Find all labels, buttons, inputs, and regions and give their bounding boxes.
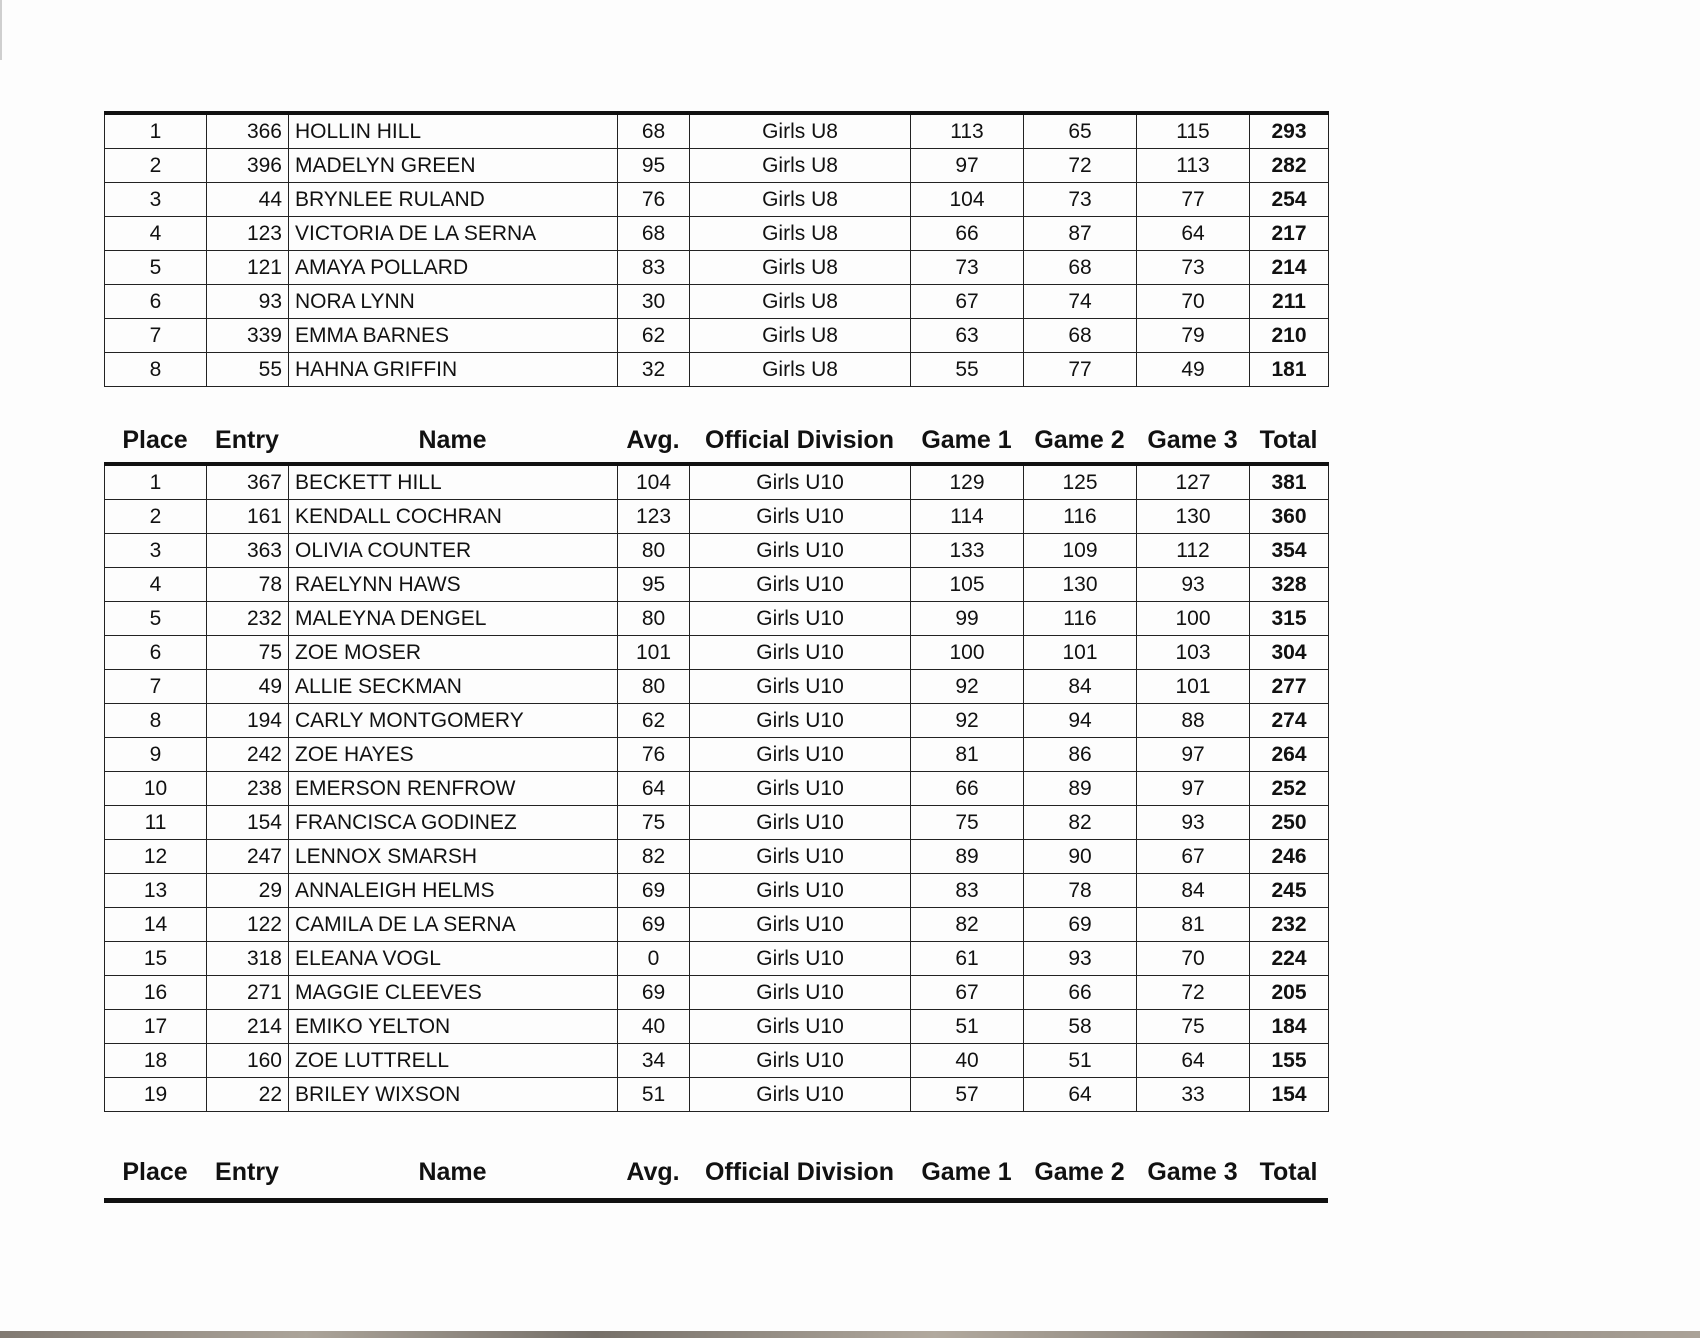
cell-place: 18 (105, 1044, 207, 1078)
cell-avg: 80 (618, 602, 690, 636)
cell-division: Girls U8 (690, 217, 911, 251)
cell-avg: 51 (618, 1078, 690, 1112)
cell-game-2: 73 (1024, 183, 1137, 217)
cell-game-2: 77 (1024, 353, 1137, 387)
table-row (105, 217, 1329, 251)
cell-entry: 78 (207, 568, 289, 602)
cell-avg: 80 (618, 534, 690, 568)
cell-game-1: 83 (911, 874, 1024, 908)
cell-place: 2 (105, 149, 207, 183)
cell-game-3: 97 (1137, 772, 1250, 806)
cell-total: 224 (1250, 942, 1329, 976)
cell-division: Girls U10 (690, 806, 911, 840)
scan-edge-strip (0, 1331, 1700, 1338)
cell-division: Girls U10 (690, 908, 911, 942)
cell-total: 293 (1250, 113, 1329, 149)
cell-division: Girls U10 (690, 704, 911, 738)
cell-avg: 76 (618, 738, 690, 772)
cell-game-2: 101 (1024, 636, 1137, 670)
table-row (105, 704, 1329, 738)
header-entry: Entry (215, 426, 279, 454)
cell-game-3: 101 (1137, 670, 1250, 704)
table-row (105, 464, 1329, 500)
cell-place: 2 (105, 500, 207, 534)
header-game-3: Game 3 (1147, 426, 1238, 454)
cell-place: 6 (105, 285, 207, 319)
cell-game-1: 92 (911, 704, 1024, 738)
cell-game-1: 67 (911, 976, 1024, 1010)
cell-game-1: 67 (911, 285, 1024, 319)
cell-place: 3 (105, 183, 207, 217)
cell-game-1: 73 (911, 251, 1024, 285)
cell-entry: 363 (207, 534, 289, 568)
cell-name: VICTORIA DE LA SERNA (289, 217, 618, 251)
cell-entry: 55 (207, 353, 289, 387)
cell-name: EMMA BARNES (289, 319, 618, 353)
cell-name: RAELYNN HAWS (289, 568, 618, 602)
cell-game-3: 84 (1137, 874, 1250, 908)
cell-game-3: 103 (1137, 636, 1250, 670)
cell-game-3: 93 (1137, 568, 1250, 602)
cell-game-2: 82 (1024, 806, 1137, 840)
cell-avg: 95 (618, 568, 690, 602)
cell-game-2: 109 (1024, 534, 1137, 568)
cell-division: Girls U8 (690, 113, 911, 149)
cell-game-3: 77 (1137, 183, 1250, 217)
page-edge-mark (0, 0, 2, 60)
cell-avg: 104 (618, 464, 690, 500)
cell-total: 252 (1250, 772, 1329, 806)
cell-game-2: 125 (1024, 464, 1137, 500)
cell-game-3: 72 (1137, 976, 1250, 1010)
cell-game-1: 40 (911, 1044, 1024, 1078)
cell-total: 354 (1250, 534, 1329, 568)
table-row (105, 500, 1329, 534)
cell-game-1: 113 (911, 113, 1024, 149)
cell-entry: 29 (207, 874, 289, 908)
cell-game-2: 116 (1024, 602, 1137, 636)
table-row (105, 976, 1329, 1010)
header-game-3: Game 3 (1147, 1158, 1238, 1186)
cell-game-1: 104 (911, 183, 1024, 217)
cell-game-2: 65 (1024, 113, 1137, 149)
cell-game-3: 81 (1137, 908, 1250, 942)
cell-total: 210 (1250, 319, 1329, 353)
cell-total: 184 (1250, 1010, 1329, 1044)
cell-name: ZOE HAYES (289, 738, 618, 772)
cell-game-3: 67 (1137, 840, 1250, 874)
cell-game-3: 93 (1137, 806, 1250, 840)
cell-division: Girls U10 (690, 840, 911, 874)
cell-game-2: 74 (1024, 285, 1137, 319)
cell-game-1: 82 (911, 908, 1024, 942)
cell-entry: 93 (207, 285, 289, 319)
cell-game-3: 33 (1137, 1078, 1250, 1112)
cell-place: 19 (105, 1078, 207, 1112)
cell-game-2: 116 (1024, 500, 1137, 534)
cell-entry: 122 (207, 908, 289, 942)
cell-total: 246 (1250, 840, 1329, 874)
cell-entry: 271 (207, 976, 289, 1010)
cell-game-2: 93 (1024, 942, 1137, 976)
cell-name: ELEANA VOGL (289, 942, 618, 976)
cell-total: 155 (1250, 1044, 1329, 1078)
cell-name: MALEYNA DENGEL (289, 602, 618, 636)
cell-game-1: 75 (911, 806, 1024, 840)
cell-name: CARLY MONTGOMERY (289, 704, 618, 738)
cell-total: 214 (1250, 251, 1329, 285)
cell-place: 1 (105, 464, 207, 500)
cell-avg: 62 (618, 319, 690, 353)
cell-entry: 318 (207, 942, 289, 976)
cell-game-2: 87 (1024, 217, 1137, 251)
table-row (105, 568, 1329, 602)
cell-entry: 160 (207, 1044, 289, 1078)
header-avg: Avg. (626, 1158, 680, 1186)
cell-avg: 76 (618, 183, 690, 217)
cell-entry: 161 (207, 500, 289, 534)
cell-division: Girls U8 (690, 251, 911, 285)
cell-place: 15 (105, 942, 207, 976)
cell-total: 245 (1250, 874, 1329, 908)
table-row (105, 251, 1329, 285)
cell-total: 154 (1250, 1078, 1329, 1112)
cell-entry: 49 (207, 670, 289, 704)
cell-name: AMAYA POLLARD (289, 251, 618, 285)
table-row (105, 806, 1329, 840)
table-row (105, 1010, 1329, 1044)
cell-game-1: 66 (911, 772, 1024, 806)
header-place: Place (122, 426, 188, 454)
cell-avg: 69 (618, 908, 690, 942)
cell-entry: 22 (207, 1078, 289, 1112)
cell-name: EMERSON RENFROW (289, 772, 618, 806)
cell-name: EMIKO YELTON (289, 1010, 618, 1044)
cell-game-1: 133 (911, 534, 1024, 568)
cell-total: 264 (1250, 738, 1329, 772)
table-row (105, 840, 1329, 874)
cell-division: Girls U10 (690, 464, 911, 500)
cell-game-2: 64 (1024, 1078, 1137, 1112)
cell-name: MAGGIE CLEEVES (289, 976, 618, 1010)
cell-game-1: 66 (911, 217, 1024, 251)
cell-place: 13 (105, 874, 207, 908)
cell-entry: 75 (207, 636, 289, 670)
cell-avg: 123 (618, 500, 690, 534)
table-row (105, 1044, 1329, 1078)
cell-entry: 214 (207, 1010, 289, 1044)
cell-game-1: 81 (911, 738, 1024, 772)
cell-place: 5 (105, 602, 207, 636)
cell-division: Girls U10 (690, 942, 911, 976)
cell-avg: 30 (618, 285, 690, 319)
cell-division: Girls U8 (690, 353, 911, 387)
cell-division: Girls U10 (690, 534, 911, 568)
cell-total: 254 (1250, 183, 1329, 217)
cell-total: 328 (1250, 568, 1329, 602)
table-row (105, 738, 1329, 772)
cell-place: 17 (105, 1010, 207, 1044)
cell-division: Girls U10 (690, 1010, 911, 1044)
cell-division: Girls U10 (690, 1078, 911, 1112)
table-row (105, 534, 1329, 568)
cell-total: 217 (1250, 217, 1329, 251)
cell-game-2: 84 (1024, 670, 1137, 704)
header-game-2: Game 2 (1034, 426, 1125, 454)
cell-name: OLIVIA COUNTER (289, 534, 618, 568)
cell-game-2: 86 (1024, 738, 1137, 772)
cell-entry: 123 (207, 217, 289, 251)
cell-game-1: 89 (911, 840, 1024, 874)
cell-name: ALLIE SECKMAN (289, 670, 618, 704)
cell-game-1: 61 (911, 942, 1024, 976)
results-table-girls-u10 (104, 462, 1329, 1112)
cell-place: 9 (105, 738, 207, 772)
cell-name: FRANCISCA GODINEZ (289, 806, 618, 840)
cell-game-3: 64 (1137, 1044, 1250, 1078)
cell-entry: 194 (207, 704, 289, 738)
header-game-1: Game 1 (921, 426, 1012, 454)
cell-division: Girls U8 (690, 183, 911, 217)
cell-game-2: 90 (1024, 840, 1137, 874)
cell-name: ZOE MOSER (289, 636, 618, 670)
cell-name: LENNOX SMARSH (289, 840, 618, 874)
cell-place: 14 (105, 908, 207, 942)
cell-name: HOLLIN HILL (289, 113, 618, 149)
cell-division: Girls U8 (690, 285, 911, 319)
cell-game-3: 112 (1137, 534, 1250, 568)
cell-game-2: 69 (1024, 908, 1137, 942)
header-game-2: Game 2 (1034, 1158, 1125, 1186)
table-row (105, 636, 1329, 670)
cell-game-3: 88 (1137, 704, 1250, 738)
cell-avg: 101 (618, 636, 690, 670)
cell-entry: 232 (207, 602, 289, 636)
cell-game-3: 130 (1137, 500, 1250, 534)
table-header-row (104, 426, 1328, 462)
cell-game-2: 130 (1024, 568, 1137, 602)
cell-avg: 75 (618, 806, 690, 840)
cell-avg: 0 (618, 942, 690, 976)
cell-place: 11 (105, 806, 207, 840)
cell-total: 274 (1250, 704, 1329, 738)
table-row (105, 183, 1329, 217)
table-row (105, 908, 1329, 942)
cell-entry: 366 (207, 113, 289, 149)
cell-place: 4 (105, 217, 207, 251)
cell-game-2: 68 (1024, 251, 1137, 285)
table-row (105, 772, 1329, 806)
cell-game-2: 78 (1024, 874, 1137, 908)
cell-place: 12 (105, 840, 207, 874)
cell-name: ZOE LUTTRELL (289, 1044, 618, 1078)
header-entry: Entry (215, 1158, 279, 1186)
cell-avg: 64 (618, 772, 690, 806)
cell-game-1: 114 (911, 500, 1024, 534)
cell-total: 315 (1250, 602, 1329, 636)
cell-avg: 69 (618, 976, 690, 1010)
cell-total: 360 (1250, 500, 1329, 534)
cell-entry: 367 (207, 464, 289, 500)
cell-game-3: 49 (1137, 353, 1250, 387)
cell-division: Girls U10 (690, 500, 911, 534)
header-name: Name (418, 426, 487, 454)
cell-place: 6 (105, 636, 207, 670)
cell-total: 381 (1250, 464, 1329, 500)
cell-game-2: 66 (1024, 976, 1137, 1010)
cell-division: Girls U10 (690, 772, 911, 806)
cell-game-3: 97 (1137, 738, 1250, 772)
cell-total: 211 (1250, 285, 1329, 319)
header-total: Total (1259, 426, 1318, 454)
cell-game-3: 64 (1137, 217, 1250, 251)
cell-name: BRYNLEE RULAND (289, 183, 618, 217)
cell-name: CAMILA DE LA SERNA (289, 908, 618, 942)
cell-division: Girls U10 (690, 636, 911, 670)
cell-place: 1 (105, 113, 207, 149)
cell-game-1: 99 (911, 602, 1024, 636)
table-row (105, 670, 1329, 704)
cell-avg: 80 (618, 670, 690, 704)
cell-game-3: 127 (1137, 464, 1250, 500)
table-row (105, 602, 1329, 636)
cell-total: 304 (1250, 636, 1329, 670)
cell-entry: 44 (207, 183, 289, 217)
cell-division: Girls U10 (690, 670, 911, 704)
cell-game-1: 63 (911, 319, 1024, 353)
cell-avg: 95 (618, 149, 690, 183)
cell-total: 277 (1250, 670, 1329, 704)
cell-game-2: 58 (1024, 1010, 1137, 1044)
cell-place: 7 (105, 319, 207, 353)
cell-division: Girls U8 (690, 149, 911, 183)
cell-entry: 242 (207, 738, 289, 772)
header-division: Official Division (705, 1158, 894, 1186)
cell-entry: 238 (207, 772, 289, 806)
cell-game-2: 68 (1024, 319, 1137, 353)
cell-avg: 40 (618, 1010, 690, 1044)
cell-avg: 62 (618, 704, 690, 738)
cell-game-3: 113 (1137, 149, 1250, 183)
cell-avg: 69 (618, 874, 690, 908)
cell-entry: 154 (207, 806, 289, 840)
table-row (105, 353, 1329, 387)
header-division: Official Division (705, 426, 894, 454)
cell-entry: 247 (207, 840, 289, 874)
cell-avg: 32 (618, 353, 690, 387)
table-row (105, 942, 1329, 976)
cell-total: 250 (1250, 806, 1329, 840)
header-game-1: Game 1 (921, 1158, 1012, 1186)
cell-division: Girls U10 (690, 738, 911, 772)
cell-avg: 82 (618, 840, 690, 874)
cell-name: HAHNA GRIFFIN (289, 353, 618, 387)
cell-place: 7 (105, 670, 207, 704)
table-row (105, 874, 1329, 908)
cell-game-3: 73 (1137, 251, 1250, 285)
cell-division: Girls U10 (690, 568, 911, 602)
cell-place: 8 (105, 704, 207, 738)
cell-division: Girls U10 (690, 1044, 911, 1078)
cell-game-3: 79 (1137, 319, 1250, 353)
header-place: Place (122, 1158, 188, 1186)
results-table-girls-u8 (104, 111, 1329, 387)
cell-division: Girls U10 (690, 874, 911, 908)
cell-place: 16 (105, 976, 207, 1010)
header-avg: Avg. (626, 426, 680, 454)
cell-place: 4 (105, 568, 207, 602)
cell-name: BRILEY WIXSON (289, 1078, 618, 1112)
cell-game-2: 94 (1024, 704, 1137, 738)
header-total: Total (1259, 1158, 1318, 1186)
header-name: Name (418, 1158, 487, 1186)
cell-avg: 83 (618, 251, 690, 285)
cell-place: 10 (105, 772, 207, 806)
cell-entry: 121 (207, 251, 289, 285)
table-row (105, 149, 1329, 183)
table-row (105, 113, 1329, 149)
cell-total: 232 (1250, 908, 1329, 942)
cell-name: NORA LYNN (289, 285, 618, 319)
cell-name: ANNALEIGH HELMS (289, 874, 618, 908)
cell-avg: 68 (618, 113, 690, 149)
cell-place: 5 (105, 251, 207, 285)
cell-game-3: 70 (1137, 942, 1250, 976)
cell-name: BECKETT HILL (289, 464, 618, 500)
cell-game-1: 92 (911, 670, 1024, 704)
table-header-row (104, 1158, 1328, 1203)
cell-total: 181 (1250, 353, 1329, 387)
cell-game-3: 75 (1137, 1010, 1250, 1044)
cell-game-2: 51 (1024, 1044, 1137, 1078)
cell-place: 3 (105, 534, 207, 568)
cell-division: Girls U10 (690, 602, 911, 636)
cell-game-1: 51 (911, 1010, 1024, 1044)
cell-game-3: 100 (1137, 602, 1250, 636)
cell-game-1: 129 (911, 464, 1024, 500)
cell-total: 205 (1250, 976, 1329, 1010)
cell-game-1: 105 (911, 568, 1024, 602)
table-row (105, 1078, 1329, 1112)
cell-game-1: 100 (911, 636, 1024, 670)
cell-game-1: 57 (911, 1078, 1024, 1112)
cell-entry: 339 (207, 319, 289, 353)
cell-game-1: 55 (911, 353, 1024, 387)
cell-game-1: 97 (911, 149, 1024, 183)
cell-division: Girls U10 (690, 976, 911, 1010)
table-row (105, 285, 1329, 319)
cell-division: Girls U8 (690, 319, 911, 353)
cell-game-3: 70 (1137, 285, 1250, 319)
cell-avg: 34 (618, 1044, 690, 1078)
cell-entry: 396 (207, 149, 289, 183)
cell-name: KENDALL COCHRAN (289, 500, 618, 534)
cell-place: 8 (105, 353, 207, 387)
cell-name: MADELYN GREEN (289, 149, 618, 183)
cell-avg: 68 (618, 217, 690, 251)
cell-game-3: 115 (1137, 113, 1250, 149)
cell-game-2: 89 (1024, 772, 1137, 806)
cell-total: 282 (1250, 149, 1329, 183)
cell-game-2: 72 (1024, 149, 1137, 183)
table-row (105, 319, 1329, 353)
